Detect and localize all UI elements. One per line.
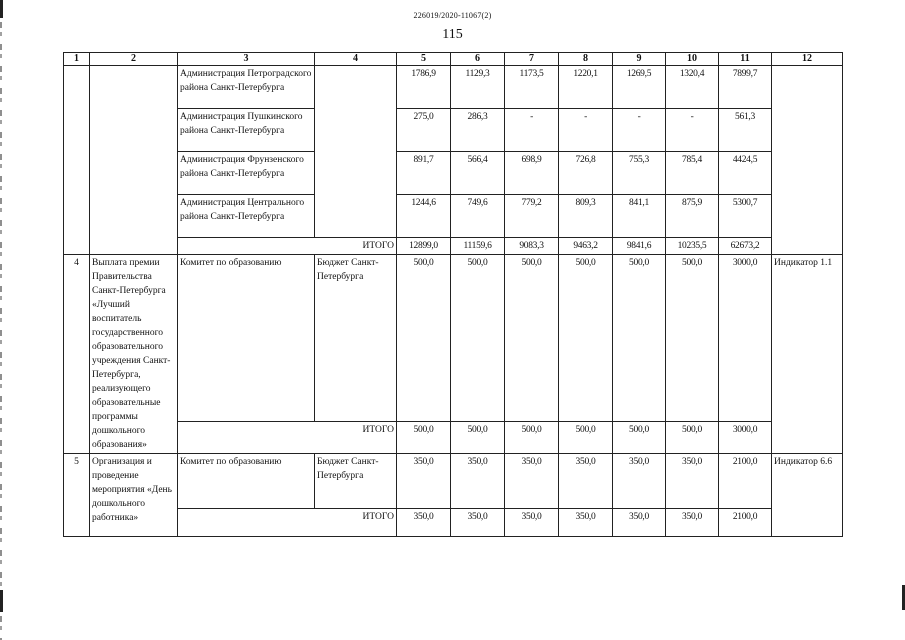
page-number: 115 [442,27,463,42]
total-value: 350,0 [559,509,613,537]
value-cell: 891,7 [397,152,451,195]
value-cell: 500,0 [397,255,451,422]
value-cell: 500,0 [559,255,613,422]
total-value: 9083,3 [505,238,559,255]
value-cell: 500,0 [666,255,719,422]
value-cell: 350,0 [666,454,719,509]
value-cell: 1173,5 [505,66,559,109]
total-value: 350,0 [613,509,666,537]
value-cell: 779,2 [505,195,559,238]
value-cell: 1129,3 [451,66,505,109]
value-cell: 566,4 [451,152,505,195]
indicator-cell: Индикатор 6.6 [772,454,843,537]
value-cell: 1220,1 [559,66,613,109]
value-cell: 350,0 [397,454,451,509]
empty-cell [64,66,90,255]
empty-cell [315,66,397,238]
total-value: 12899,0 [397,238,451,255]
total-value: 500,0 [559,422,613,454]
value-cell: - [613,109,666,152]
empty-cell [90,66,178,255]
value-cell: 809,3 [559,195,613,238]
executor-cell: Администрация Пушкинского района Санкт-Петербурга [178,109,315,152]
table-row [64,255,843,422]
row-number: 4 [64,255,90,454]
value-cell: 1320,4 [666,66,719,109]
total-value: 9463,2 [559,238,613,255]
value-cell: 350,0 [451,454,505,509]
value-cell: 2100,0 [719,454,772,509]
table-row [64,109,843,152]
value-cell: 749,6 [451,195,505,238]
total-label: ИТОГО [178,509,397,537]
col-header: 9 [613,53,666,66]
scan-edge-artifact [0,0,2,640]
scan-mark [0,590,3,612]
col-header: 7 [505,53,559,66]
col-header: 10 [666,53,719,66]
value-cell: 1244,6 [397,195,451,238]
total-value: 11159,6 [451,238,505,255]
value-cell: 7899,7 [719,66,772,109]
executor-cell: Комитет по образованию [178,454,315,509]
value-cell: 500,0 [505,255,559,422]
total-value: 500,0 [666,422,719,454]
executor-cell: Администрация Центрального района Санкт-Петербурга [178,195,315,238]
col-header: 2 [90,53,178,66]
value-cell: - [559,109,613,152]
col-header: 12 [772,53,843,66]
value-cell: 286,3 [451,109,505,152]
total-value: 350,0 [505,509,559,537]
value-cell: 500,0 [613,255,666,422]
total-row [64,422,843,454]
col-header: 3 [178,53,315,66]
total-value: 10235,5 [666,238,719,255]
value-cell: 350,0 [559,454,613,509]
budget-table [63,52,843,537]
value-cell: 4424,5 [719,152,772,195]
executor-cell: Администрация Петроградского района Санкт-Петербурга [178,66,315,109]
value-cell: 350,0 [505,454,559,509]
total-row [64,238,843,255]
value-cell: 1786,9 [397,66,451,109]
total-value: 500,0 [451,422,505,454]
value-cell: 5300,7 [719,195,772,238]
document-id: 226019/2020-11067(2) [413,11,492,20]
table-row [64,66,843,109]
empty-cell [772,66,843,255]
value-cell: 350,0 [613,454,666,509]
col-header: 8 [559,53,613,66]
col-header: 5 [397,53,451,66]
event-name-cell: Выплата премии Правительства Санкт-Петербурга «Лучший воспитатель государственного образовательного учреждения Санкт-Петербурга, реализующего образовательные программы дошкольного образования» [90,255,178,454]
row-number: 5 [64,454,90,537]
total-value: 500,0 [613,422,666,454]
table-row [64,454,843,509]
value-cell: 561,3 [719,109,772,152]
source-cell: Бюджет Санкт-Петербурга [315,454,397,509]
value-cell: 1269,5 [613,66,666,109]
source-cell: Бюджет Санкт-Петербурга [315,255,397,422]
value-cell: 698,9 [505,152,559,195]
value-cell: 500,0 [451,255,505,422]
table-row [64,152,843,195]
value-cell: 275,0 [397,109,451,152]
total-value: 2100,0 [719,509,772,537]
col-header: 11 [719,53,772,66]
total-row [64,509,843,537]
value-cell: - [505,109,559,152]
total-label: ИТОГО [178,238,397,255]
table-row [64,195,843,238]
value-cell: 726,8 [559,152,613,195]
indicator-cell: Индикатор 1.1 [772,255,843,454]
total-value: 350,0 [451,509,505,537]
col-header: 4 [315,53,397,66]
total-value: 62673,2 [719,238,772,255]
header-row [64,53,843,66]
event-name-cell: Организация и проведение мероприятия «День дошкольного работника» [90,454,178,537]
value-cell: 785,4 [666,152,719,195]
value-cell: 3000,0 [719,255,772,422]
executor-cell: Комитет по образованию [178,255,315,422]
col-header: 1 [64,53,90,66]
total-value: 350,0 [397,509,451,537]
total-value: 350,0 [666,509,719,537]
value-cell: - [666,109,719,152]
value-cell: 875,9 [666,195,719,238]
value-cell: 841,1 [613,195,666,238]
total-value: 500,0 [505,422,559,454]
total-value: 9841,6 [613,238,666,255]
total-label: ИТОГО [178,422,397,454]
col-header: 6 [451,53,505,66]
value-cell: 755,3 [613,152,666,195]
total-value: 500,0 [397,422,451,454]
total-value: 3000,0 [719,422,772,454]
executor-cell: Администрация Фрунзенского района Санкт-Петербурга [178,152,315,195]
